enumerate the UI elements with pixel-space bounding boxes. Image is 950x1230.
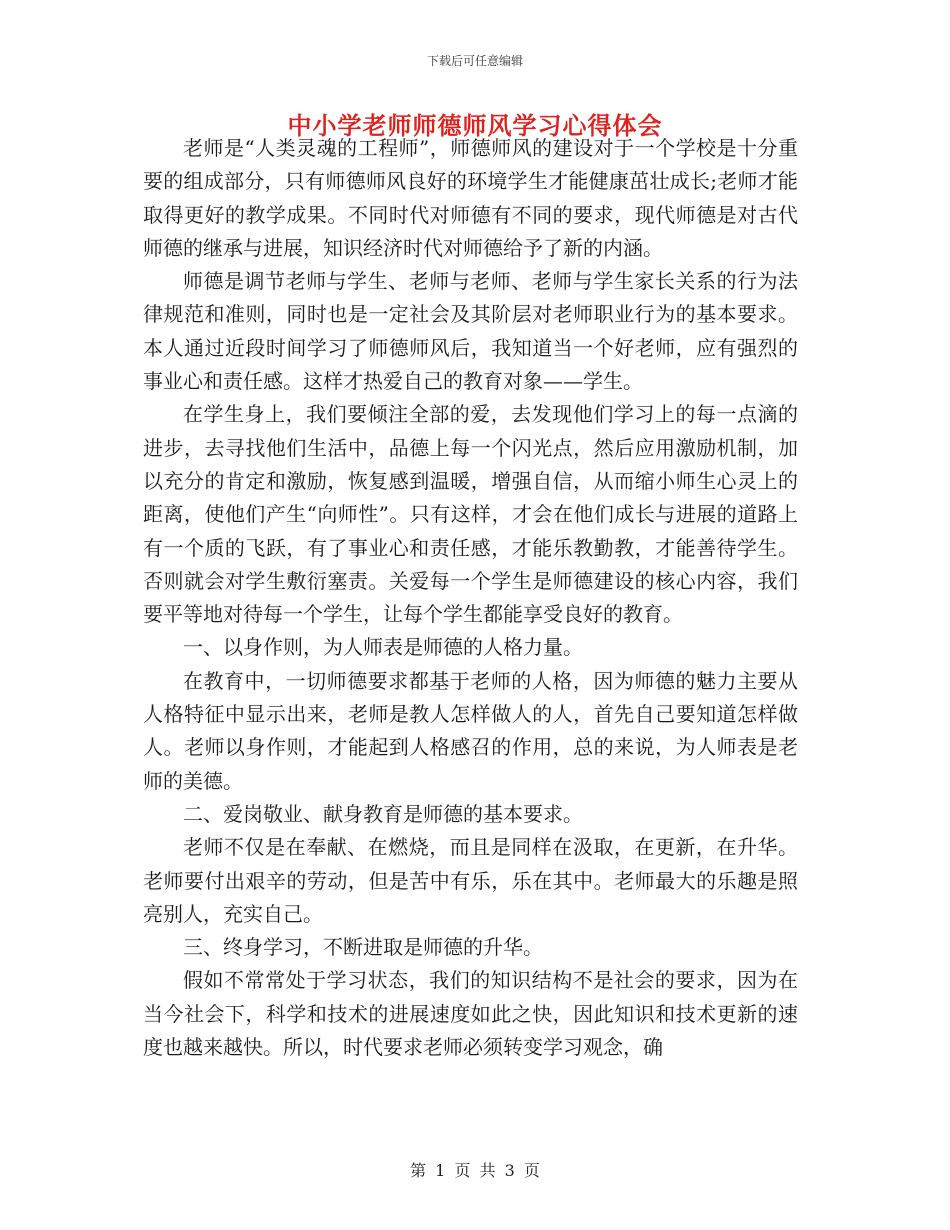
paragraph: 在教育中，一切师德要求都基于老师的人格，因为师德的魅力主要从人格特征中显示出来，老师是教人怎样做人的人，首先自己要知道怎样做人。老师以身作则，才能起到人格感召的作用，总的来说，为人师表是老师的美德。 bbox=[143, 668, 798, 793]
section-heading: 三、终身学习，不断进取是师德的升华。 bbox=[183, 935, 543, 960]
paragraph: 老师是“人类灵魂的工程师”，师德师风的建设对于一个学校是十分重要的组成部分，只有师德师风良好的环境学生才能健康茁壮成长;老师才能取得更好的教学成果。不同时代对师德有不同的要求，现代师德是对古代师德的继承与进展，知识经济时代对师德给予了新的内涵。 bbox=[143, 136, 798, 260]
section-heading: 二、爱岗敬业、献身教育是师德的基本要求。 bbox=[183, 801, 583, 826]
paragraph: 假如不常常处于学习状态，我们的知识结构不是社会的要求，因为在当今社会下，科学和技术的进展速度如此之快，因此知识和技术更新的速度也越来越快。所以，时代要求老师必须转变学习观念，确 bbox=[143, 968, 798, 1060]
document-title: 中小学老师师德师风学习心得体会 bbox=[287, 111, 663, 140]
paragraph: 老师不仅是在奉献、在燃烧，而且是同样在汲取，在更新，在升华。老师要付出艰辛的劳动，但是苦中有乐，乐在其中。老师最大的乐趣是照亮别人，充实自己。 bbox=[143, 835, 798, 926]
page-number: 第 1 页 共 3 页 bbox=[410, 1161, 540, 1180]
header-note: 下载后可任意编辑 bbox=[426, 54, 523, 68]
paragraph: 在学生身上，我们要倾注全部的爱，去发现他们学习上的每一点滴的进步，去寻找他们生活中，品德上每一个闪光点，然后应用激励机制，加以充分的肯定和激励，恢复感到温暖，增强自信，从而缩小师生心灵上的距离，使他们产生“向师性”。只有这样，才会在他们成长与进展的道路上有一个质的飞跃，有了事业心和责任感，才能乐教勤教，才能善待学生。否则就会对学生敷衍塞责。关爱每一个学生是师德建设的核心内容，我们要平等地对待每一个学生，让每个学生都能享受良好的教育。 bbox=[143, 402, 798, 627]
paragraph: 师德是调节老师与学生、老师与老师、老师与学生家长关系的行为法律规范和准则，同时也是一定社会及其阶层对老师职业行为的基本要求。本人通过近段时间学习了师德师风后，我知道当一个好老师，应有强烈的事业心和责任感。这样才热爱自己的教育对象——学生。 bbox=[143, 269, 798, 394]
section-heading: 一、以身作则，为人师表是师德的人格力量。 bbox=[183, 635, 583, 660]
document-body bbox=[143, 132, 798, 1064]
